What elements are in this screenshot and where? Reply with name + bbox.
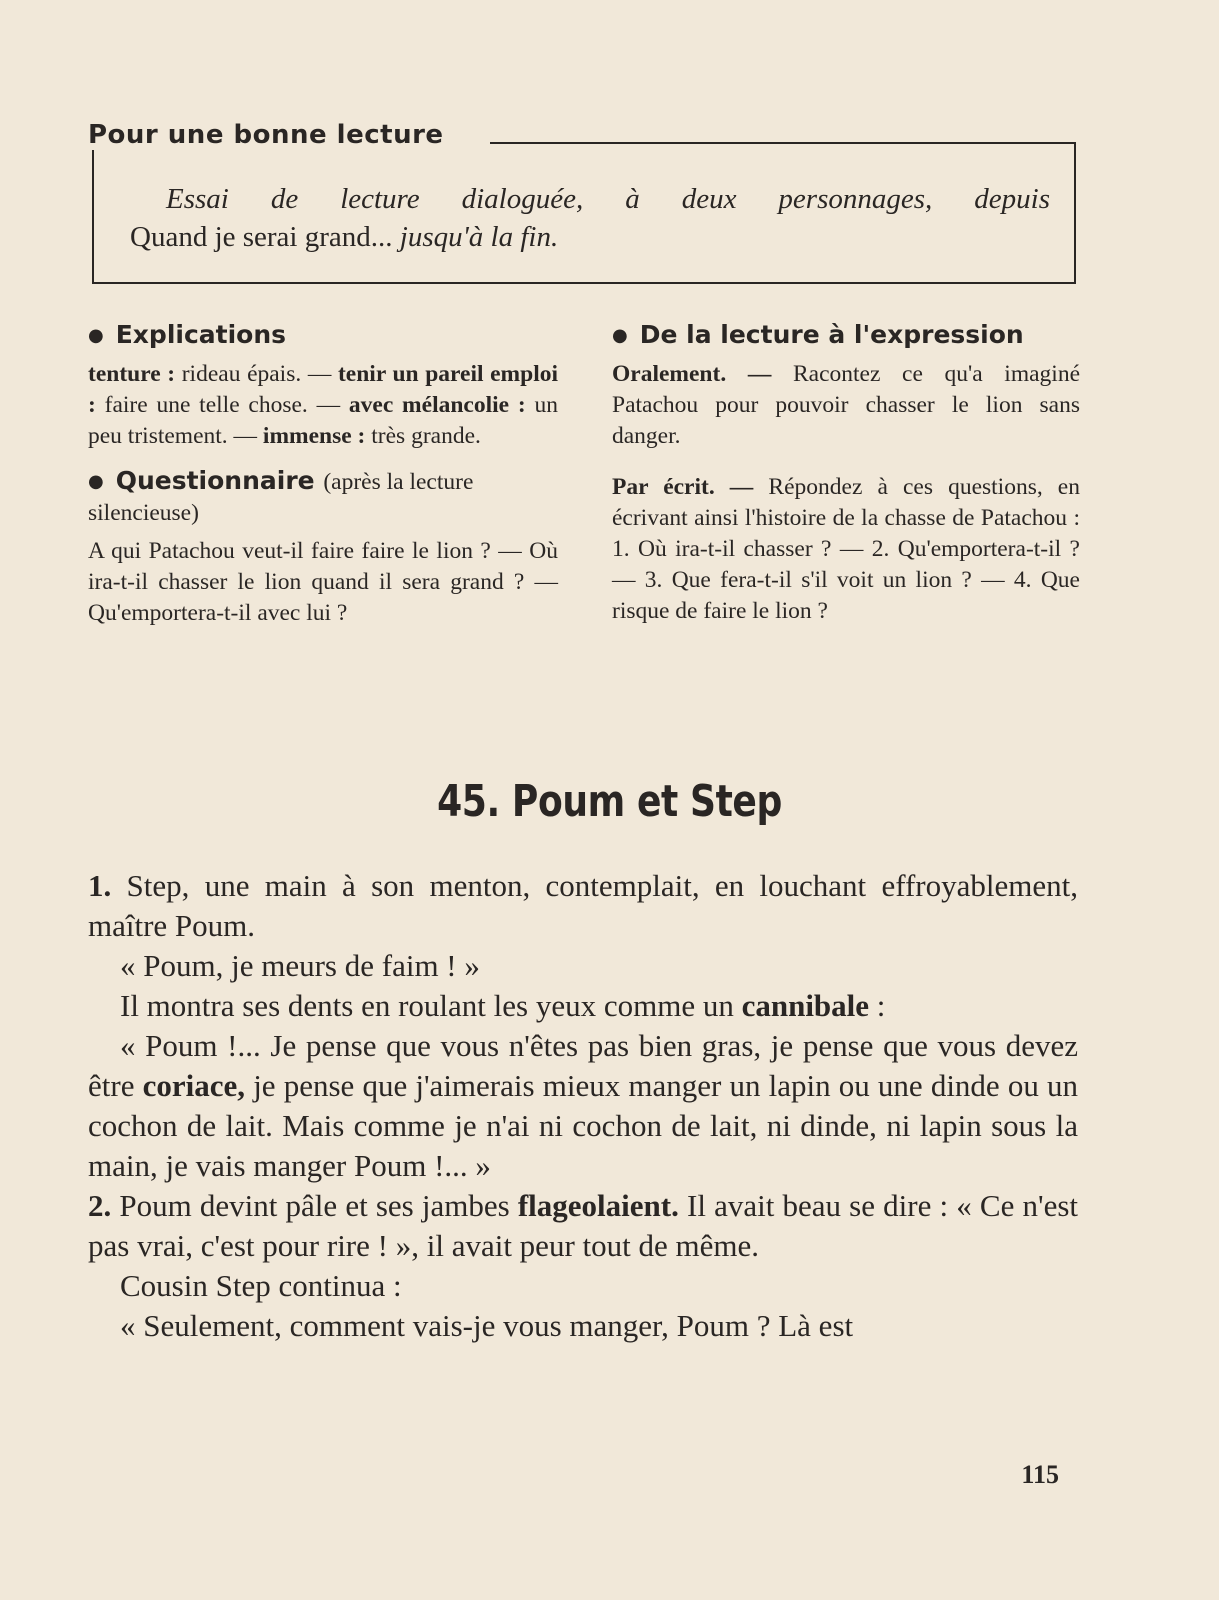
paragraph: Cousin Step continua : (120, 1268, 402, 1303)
chapter-title: 45. Poum et Step (437, 776, 782, 827)
reading-tip-heading: Pour une bonne lecture (88, 120, 454, 150)
paragraph: « Poum !... Je pense que vous n'êtes pas bien gras, je pense que vous devez être coriace, je pense que j'aimerais mieux manger un lapin ou une dinde ou un cochon de lait. Mais comme je n'ai ni cochon de lait, ni dinde, ni lapin sous la main, je vais manger Poum !... » (88, 1028, 1078, 1183)
paragraph: « Seulement, comment vais-je vous manger, Poum ? Là est (120, 1308, 854, 1343)
paragraph: 1. Step, une main à son menton, contemplait, en louchant effroyablement, maître Poum. (88, 868, 1079, 943)
reading-tip-line-2: Quand je serai grand... jusqu'à la fin. (130, 221, 559, 253)
explications-heading: ● Explications (88, 318, 558, 353)
bullet-icon: ● (88, 471, 104, 492)
left-column (88, 318, 558, 629)
paragraph: 2. Poum devint pâle et ses jambes flageolaient. Il avait beau se dire : « Ce n'est pas vrai, c'est pour rire ! », il avait peur tout de même. (88, 1188, 1079, 1263)
page-number: 115 (1021, 1460, 1059, 1489)
right-column (612, 318, 1080, 627)
oral-instruction: Oralement. — Racontez ce qu'a imaginé Patachou pour pouvoir chasser le lion sans danger. (612, 361, 1081, 449)
bullet-icon: ● (612, 325, 628, 346)
explications-text: tenture : rideau épais. — tenir un pareil emploi : faire une telle chose. — avec mélancolie : un peu tristement. — immense : très grande. (88, 361, 559, 449)
paragraph: « Poum, je meurs de faim ! » (120, 948, 480, 983)
story-text (88, 866, 1078, 1346)
questionnaire-heading: ● Questionnaire (après la lecture silencieuse) (88, 466, 474, 526)
paragraph: Il montra ses dents en roulant les yeux comme un cannibale : (120, 988, 886, 1023)
bullet-icon: ● (88, 325, 104, 346)
reading-tip-line-1: Essai de lecture dialoguée, à deux personnages, depuis (166, 183, 1050, 215)
expression-heading: ● De la lecture à l'expression (612, 318, 1080, 353)
reading-tip-text (130, 180, 1050, 256)
written-instruction: Par écrit. — Répondez à ces questions, en écrivant ainsi l'histoire de la chasse de Patachou : 1. Où ira-t-il chasser ? — 2. Qu'emportera-t-il ? — 3. Que fera-t-il s'il voit un lion ? — 4. Que risque de faire le lion ? (612, 474, 1080, 624)
questionnaire-text: A qui Patachou veut-il faire faire le lion ? — Où ira-t-il chasser le lion quand il sera grand ? — Qu'emportera-t-il avec lui ? (88, 538, 558, 626)
